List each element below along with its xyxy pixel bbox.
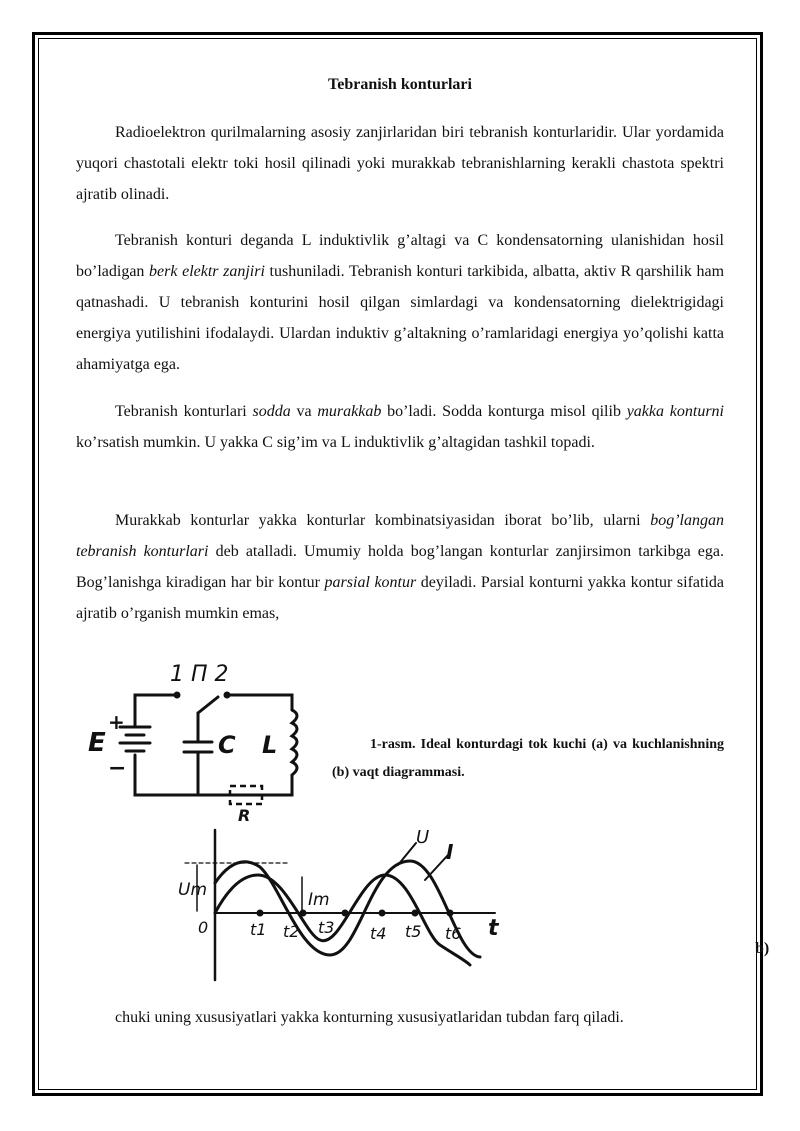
capacitor-label: C (218, 731, 236, 759)
minus-label: − (108, 756, 127, 781)
tick-t6: t6 (445, 924, 462, 943)
paragraph-3-text-a: Tebranish konturlari (115, 403, 253, 420)
circuit-diagram (80, 655, 330, 825)
paragraph-3-text-d: ko’rsatish mumkin. U yakka C sig’im va L induktivlik g’altagidan tashkil topadi. (76, 434, 595, 451)
u-curve-label: U (416, 827, 430, 848)
plus-label: + (108, 710, 125, 734)
switch-terminal-2 (224, 692, 231, 699)
zero-crossing-5 (412, 910, 419, 917)
paragraph-2-emphasis: berk elektr zanjiri (149, 263, 265, 280)
zero-crossing-1 (257, 910, 264, 917)
paragraph-2-text-b: tushuniladi. Tebranish konturi tarkibida, albatta, aktiv R qarshilik ham qatnashadi. U tebranish konturini hosil qilgan simlardagi va kondensatorning dielektrigidagi energiya yutilishini ifodalaydi. Ulardan induktiv g’altakning o’ramlaridagi energiya yo’qolishi katta ahamiyatga ega. (76, 263, 725, 373)
tick-t2: t2 (283, 922, 300, 941)
um-label: Um (178, 880, 208, 900)
switch-label: 1 П 2 (170, 662, 229, 687)
paragraph-4-text-c: deyiladi. Parsial konturni yakka kontur sifatida ajratib o’rganish mumkin emas, (76, 574, 725, 622)
paragraph-4-text-b: deb atalladi. Umumiy holda bog’langan konturlar zanjirsimon tarkibga ega. Bog’lanishga kiradigan har bir kontur (76, 543, 724, 591)
t-axis-label: t (488, 916, 499, 941)
paragraph-3-emphasis-1: sodda (252, 403, 291, 420)
paragraph-5 (76, 1002, 724, 1033)
zero-crossing-4 (379, 910, 386, 917)
switch-terminal-1 (174, 692, 181, 699)
paragraph-3-emphasis-3: yakka konturni (626, 403, 724, 420)
origin-label: 0 (198, 918, 209, 937)
tick-t4: t4 (370, 924, 387, 943)
im-label: Im (308, 890, 330, 910)
i-curve-label: I (446, 840, 454, 864)
tick-t5: t5 (405, 922, 422, 941)
zero-crossing-2 (300, 910, 307, 917)
paragraph-3-text-c: bo’ladi. Sodda konturga misol qilib (381, 403, 627, 420)
zero-crossing-3 (342, 910, 349, 917)
tick-t1: t1 (250, 920, 267, 939)
paragraph-2-text-a: Tebranish konturi deganda L induktivlik g’altagi va C kondensatorning ulanishidan hosil bo’ladigan (76, 232, 724, 280)
paragraph-1-text: Radioelektron qurilmalarning asosiy zanjirlaridan biri tebranish konturlaridir. Ular yordamida yuqori chastotali elektr toki hosil qilinadi yoki murakkab tebranishlarning kerakli chastota spektri ajratib olinadi. (76, 124, 724, 203)
zero-crossing-6 (447, 910, 454, 917)
paragraph-3 (76, 396, 724, 458)
paragraph-1 (76, 117, 724, 210)
figure-caption: 1-rasm. Ideal konturdagi tok kuchi (a) va kuchlanishning (b) vaqt diagrammasi. (332, 737, 724, 780)
paragraph-3-text-b: va (290, 403, 318, 420)
tick-t3: t3 (318, 918, 335, 937)
time-diagram (170, 825, 510, 985)
figure-side-label: b) (755, 940, 770, 957)
page-title: Tebranish konturlari (328, 76, 472, 93)
resistor-label: R (238, 806, 251, 825)
inductor-label: L (262, 731, 278, 759)
paragraph-4-emphasis-1: bog’langan tebranish konturlari (76, 512, 724, 560)
paragraph-4 (76, 505, 724, 629)
paragraph-2 (76, 225, 724, 380)
paragraph-4-text-a: Murakkab konturlar yakka konturlar kombinatsiyasidan iborat bo’lib, ularni (115, 512, 651, 529)
paragraph-3-emphasis-2: murakkab (317, 403, 382, 420)
paragraph-5-text: chuki uning xususiyatlari yakka konturning xususiyatlaridan tubdan farq qiladi. (115, 1009, 624, 1026)
source-label: E (88, 728, 106, 758)
paragraph-4-emphasis-2: parsial kontur (324, 574, 417, 591)
